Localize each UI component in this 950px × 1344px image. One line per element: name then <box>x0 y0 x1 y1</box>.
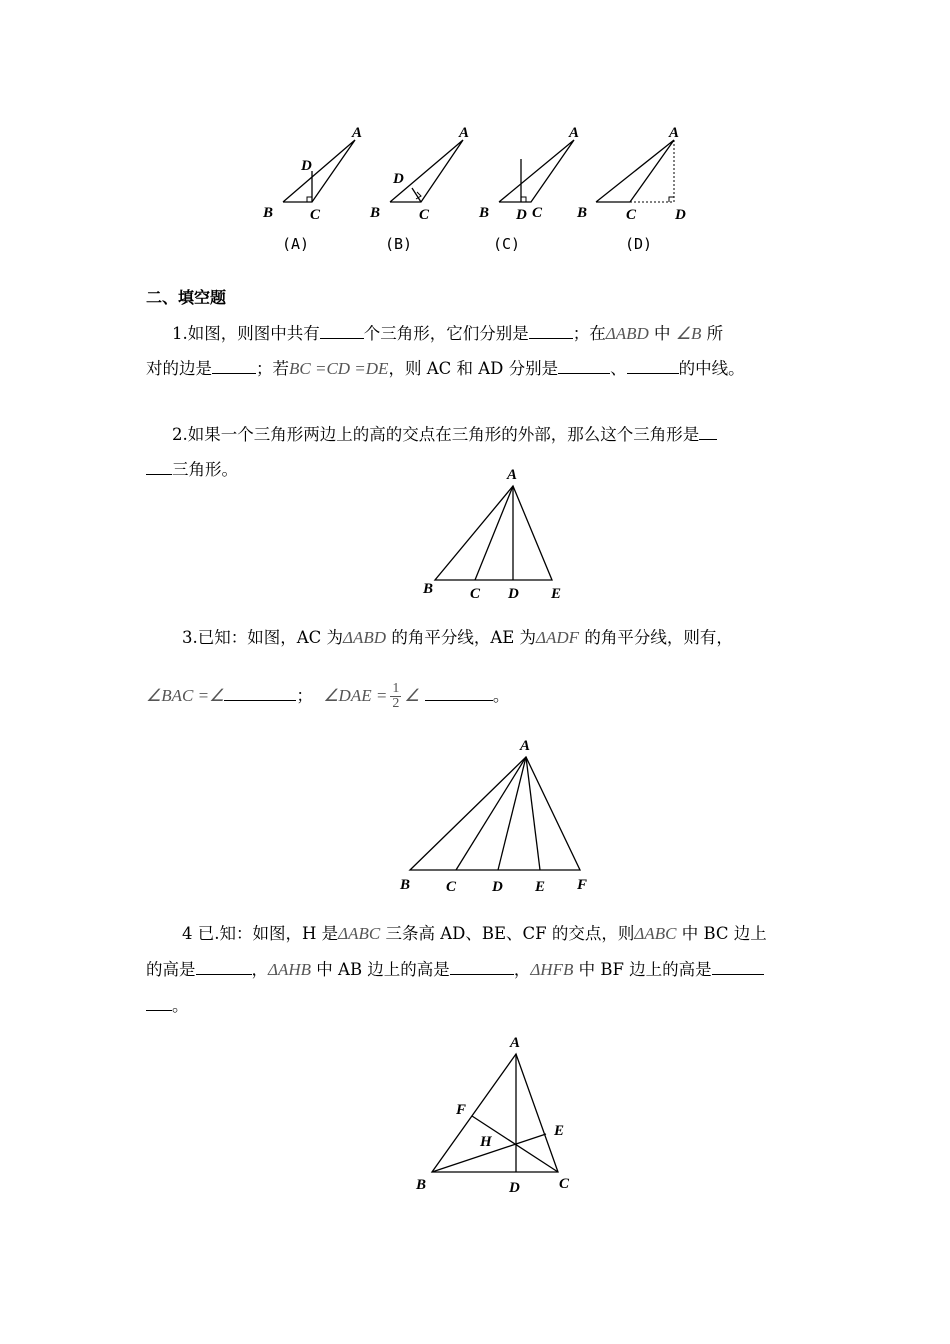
fig-c-label-C: C <box>532 205 543 221</box>
q3-blank-1[interactable] <box>224 684 296 701</box>
fig-a-label-D: D <box>301 158 312 174</box>
q4-line1 <box>182 923 852 945</box>
fig2-label-C: C <box>446 879 457 895</box>
fig2-label-F: F <box>577 877 588 893</box>
q3-line1 <box>182 627 852 649</box>
fig3-label-F: F <box>456 1102 467 1118</box>
q1-blank-ad[interactable] <box>627 357 679 374</box>
fig1-label-A: A <box>507 467 518 483</box>
q1-angle-b: ∠B <box>675 324 702 343</box>
choice-figures <box>255 122 705 257</box>
q1-triangle-abd: ΔABD <box>605 324 649 343</box>
fig-d-label-A: A <box>669 125 680 141</box>
q4-text-5: ， <box>251 960 268 979</box>
q1-text-6: 对的边是 <box>146 359 212 378</box>
fig1-label-C: C <box>470 586 481 602</box>
caption-d: (D) <box>625 235 653 253</box>
fig-d-label-D: D <box>675 207 686 223</box>
q1-text-3: ；在 <box>572 324 606 343</box>
q4-text-4: 的高是 <box>146 960 196 979</box>
fig-b-label-C: C <box>419 207 430 223</box>
q3-expr-1: ∠BAC =∠ <box>146 686 225 705</box>
q3-blank-2[interactable] <box>425 684 493 701</box>
fig-a-label-C: C <box>310 207 321 223</box>
q1-text-8: ，则 AC 和 AD 分别是 <box>388 359 559 378</box>
fig-b-label-A: A <box>459 125 470 141</box>
q4-text-6: 中 AB 边上的高是 <box>316 960 450 979</box>
fig3-label-D: D <box>509 1180 520 1196</box>
fig3-label-A: A <box>510 1035 521 1051</box>
fig-b-label-D: D <box>393 171 404 187</box>
q4-blank-1[interactable] <box>196 958 252 975</box>
q2-line1 <box>172 423 842 446</box>
q4-triangle-ahb: ΔAHB <box>268 960 312 979</box>
q1-text-7: ；若 <box>256 359 289 378</box>
fig1-label-D: D <box>508 586 519 602</box>
fig-c-label-D: D <box>516 207 527 223</box>
q4-triangle-abc-1: ΔABC <box>338 924 381 943</box>
figure-medians <box>415 462 575 604</box>
q3-expr-2: ∠DAE = <box>323 686 388 705</box>
q4-blank-3b[interactable] <box>146 994 172 1011</box>
q1-blank-ac[interactable] <box>558 357 610 374</box>
q4-text-8: 中 BF 边上的高是 <box>578 960 712 979</box>
caption-a: (A) <box>282 235 310 253</box>
q1-text-1: 1.如图，则图中共有 <box>172 324 320 343</box>
q1-line1 <box>172 322 842 345</box>
q3-end: 。 <box>492 686 510 705</box>
q2-text-1: 2.如果一个三角形两边上的高的交点在三角形的外部，那么这个三角形是 <box>172 425 700 444</box>
q4-text-1: 4 已.知：如图，H 是 <box>182 924 339 943</box>
q4-end: 。 <box>172 996 189 1015</box>
q4-line3 <box>146 994 816 1017</box>
fig2-label-A: A <box>520 738 531 754</box>
q4-text-7: ， <box>513 960 531 979</box>
q3-fraction <box>390 682 401 711</box>
q3-text-3: 的角平分线，则有， <box>584 628 733 647</box>
q1-text-9: 、 <box>610 359 627 378</box>
fig3-label-H: H <box>480 1134 492 1150</box>
fig-c-label-A: A <box>569 125 580 141</box>
q2-blank-a[interactable] <box>699 423 717 440</box>
fig-a-label-A: A <box>352 125 363 141</box>
fig3-label-B: B <box>416 1177 427 1193</box>
q3-fraction-den: 2 <box>392 696 400 711</box>
q1-blank-side[interactable] <box>212 357 256 374</box>
fig-c-label-B: B <box>479 205 490 221</box>
q1-text-5: 所 <box>706 324 724 343</box>
fig1-label-E: E <box>551 586 562 602</box>
fig3-label-E: E <box>554 1123 565 1139</box>
q4-line2 <box>146 958 816 981</box>
fig-d-label-B: B <box>577 205 588 221</box>
q4-blank-2[interactable] <box>450 958 514 975</box>
q1-text-4: 中 <box>654 324 671 343</box>
q3-line2 <box>146 682 816 718</box>
fig1-label-B: B <box>423 581 434 597</box>
q3-sep: ； <box>296 686 313 705</box>
q3-expr-3: ∠ <box>404 686 420 705</box>
q4-text-2: 三条高 AD、BE、CF 的交点，则 <box>385 924 635 943</box>
fig2-label-E: E <box>535 879 546 895</box>
q1-blank-triangles[interactable] <box>529 322 573 339</box>
q2-text-2: 三角形。 <box>172 460 238 479</box>
q1-text-2: 个三角形，它们分别是 <box>363 324 529 343</box>
fig3-label-C: C <box>559 1176 570 1192</box>
fig2-label-B: B <box>400 877 411 893</box>
q2-blank-b[interactable] <box>146 458 172 475</box>
q1-line2 <box>146 357 816 380</box>
q3-triangle-abd: ΔABD <box>343 628 387 647</box>
q3-fraction-num: 1 <box>392 681 400 696</box>
figure-altitudes <box>410 1028 580 1200</box>
q1-blank-count[interactable] <box>320 322 364 339</box>
q1-equation: BC =CD =DE <box>289 359 389 378</box>
q3-text-2: 的角平分线，AE 为 <box>391 628 537 647</box>
q3-triangle-adf: ΔADF <box>536 628 580 647</box>
caption-c: (C) <box>493 235 521 253</box>
figure-bisectors <box>395 734 595 896</box>
q4-blank-3a[interactable] <box>712 958 764 975</box>
fig-d-label-C: C <box>626 207 637 223</box>
q4-text-3: 中 BC 边上 <box>681 924 767 943</box>
fig-a-label-B: B <box>263 205 274 221</box>
q1-text-10: 的中线。 <box>678 359 745 378</box>
q4-triangle-abc-2: ΔABC <box>634 924 677 943</box>
fig-b-label-B: B <box>370 205 381 221</box>
caption-b: (B) <box>385 235 413 253</box>
fig2-label-D: D <box>492 879 503 895</box>
q3-text-1: 3.已知：如图，AC 为 <box>182 628 344 647</box>
q4-triangle-hfb: ΔHFB <box>530 960 574 979</box>
section-heading: 二、填空题 <box>146 288 227 307</box>
